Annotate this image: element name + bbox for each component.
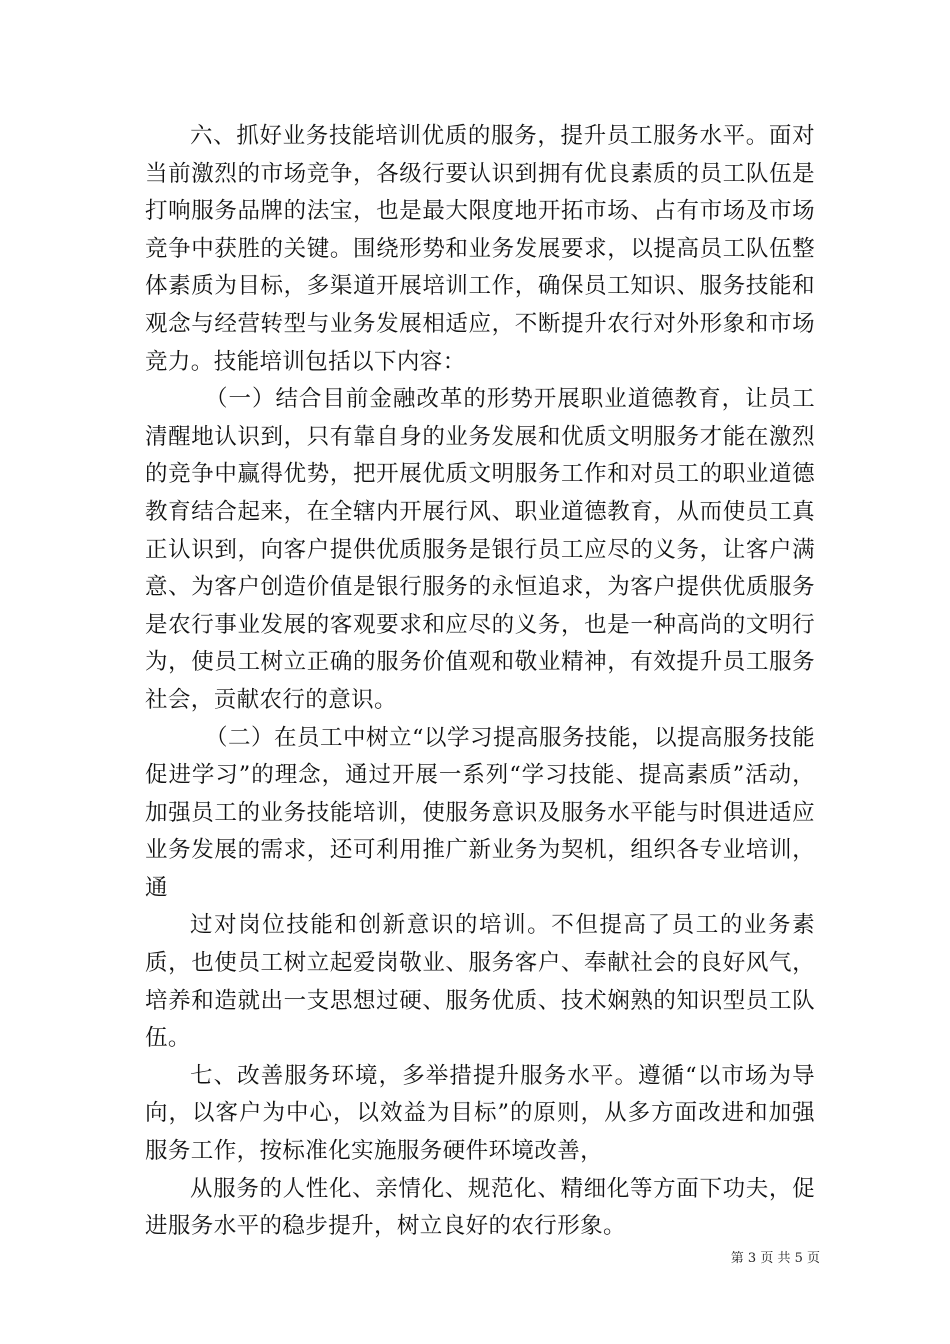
paragraph-item-one: （一）结合目前金融改革的形势开展职业道德教育，让员工清醒地认识到，只有靠自身的业务发展和优质文明服务才能在激烈的竞争中赢得优势，把开展优质文明服务工作和对员工的职业道德教育结合起来，在全辖内开展行风、职业道德教育，从而使员工真正认识到，向客户提供优质服务是银行员工应尽的义务，让客户满意、为客户创造价值是银行服务的永恒追求，为客户提供优质服务是农行事业发展的客观要求和应尽的义务，也是一种高尚的文明行为，使员工树立正确的服务价值观和敬业精神，有效提升员工服务社会，贡献农行的意识。	[145, 386, 815, 713]
paragraph-section-six: 六、抓好业务技能培训优质的服务，提升员工服务水平。面对当前激烈的市场竞争，各级行要认识到拥有优良素质的员工队伍是打响服务品牌的法宝，也是最大限度地开拓市场、占有市场及市场竞争中获胜的关键。围绕形势和业务发展要求，以提高员工队伍整体素质为目标，多渠道开展培训工作，确保员工知识、服务技能和观念与经营转型与业务发展相适应，不断提升农行对外形象和市场竞力。技能培训包括以下内容：	[145, 123, 815, 375]
document-body	[145, 118, 815, 1246]
paragraph-section-seven: 七、改善服务环境，多举措提升服务水平。遵循“以市场为导向，以客户为中心，以效益为目标”的原则，从多方面改进和加强服务工作，按标准化实施服务硬件环境改善，	[145, 1062, 815, 1165]
paragraph-item-two-continued: 过对岗位技能和创新意识的培训。不但提高了员工的业务素质，也使员工树立起爱岗敬业、服务客户、奉献社会的良好风气，培养和造就出一支思想过硬、服务优质、技术娴熟的知识型员工队伍。	[145, 912, 815, 1052]
page-number-footer: 第 3 页 共 5 页	[730, 1251, 820, 1266]
paragraph-item-two: （二）在员工中树立“以学习提高服务技能，以提高服务技能促进学习”的理念，通过开展一系列“学习技能、提高素质”活动，加强员工的业务技能培训，使服务意识及服务水平能与时俱进适应业务发展的需求，还可利用推广新业务为契机，组织各专业培训，通	[145, 724, 815, 901]
paragraph-section-seven-continued: 从服务的人性化、亲情化、规范化、精细化等方面下功夫，促进服务水平的稳步提升，树立良好的农行形象。	[145, 1175, 815, 1240]
